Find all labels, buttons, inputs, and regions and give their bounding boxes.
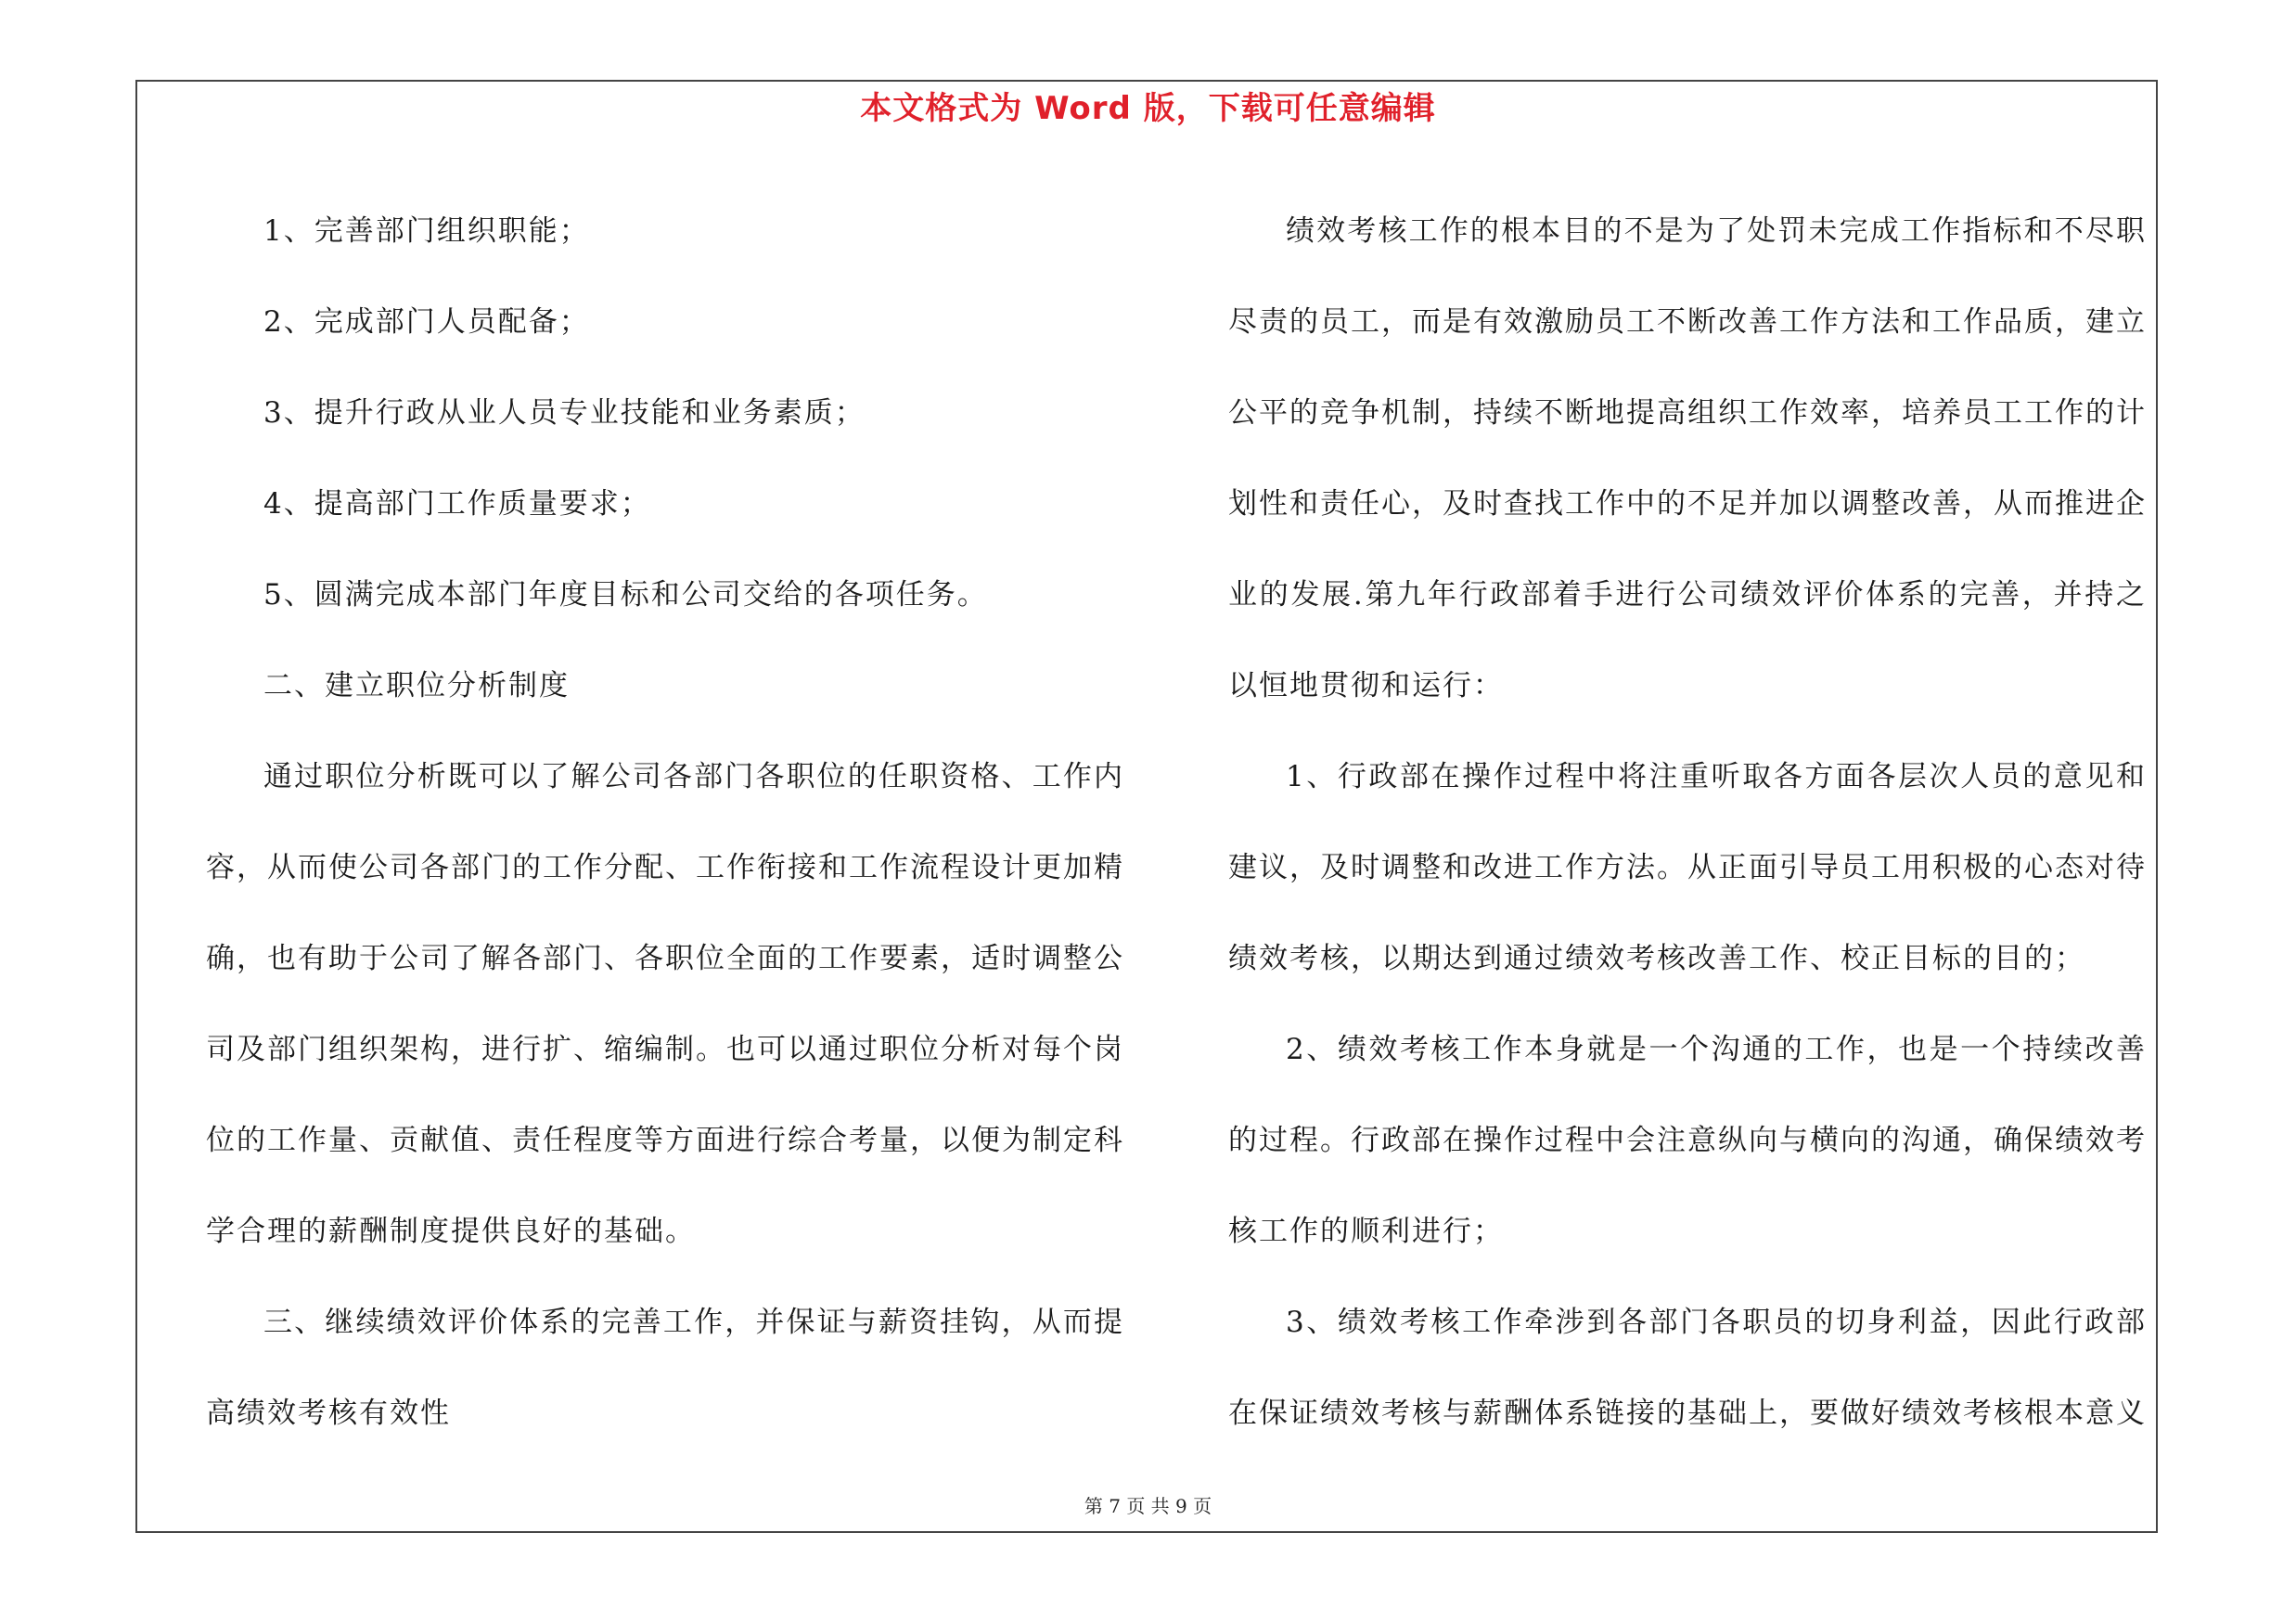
job-analysis-paragraph: 通过职位分析既可以了解公司各部门各职位的任职资格、工作内容，从而使公司各部门的工作分配、工作衔接和工作流程设计更加精确，也有助于公司了解各部门、各职位全面的工作要素，适时调整公司及部门组织架构，进行扩、缩编制。也可以通过职位分析对每个岗位的工作量、贡献值、责任程度等方面进行综合考量，以便为制定科学合理的薪酬制度提供良好的基础。 (206, 760, 1124, 1248)
list-item-3: 3、提升行政从业人员专业技能和业务素质； (263, 396, 866, 430)
performance-point-3: 3、绩效考核工作牵涉到各部门各职员的切身利益，因此行政部在保证绩效考核与薪酬体系链接的基础上，要做好绩效考核根本意义 (1228, 1306, 2147, 1430)
list-item-4: 4、提高部门工作质量要求； (263, 487, 651, 521)
list-item-1: 1、完善部门组织职能； (263, 214, 590, 248)
performance-purpose-paragraph: 绩效考核工作的根本目的不是为了处罚未完成工作指标和不尽职尽责的员工，而是有效激励员工不断改善工作方法和工作品质，建立公平的竞争机制，持续不断地提高组织工作效率，培养员工工作的计划性和责任心，及时查找工作中的不足并加以调整改善，从而推进企业的发展.第九年行政部着手进行公司绩效评价体系的完善，并持之以恒地贯彻和运行： (1228, 214, 2147, 702)
performance-point-2: 2、绩效考核工作本身就是一个沟通的工作，也是一个持续改善的过程。行政部在操作过程中会注意纵向与横向的沟通，确保绩效考核工作的顺利进行； (1228, 1033, 2147, 1248)
left-text-column (206, 186, 1124, 1459)
right-text-column (1228, 186, 2147, 1459)
list-item-2: 2、完成部门人员配备； (263, 305, 590, 339)
list-item-5: 5、圆满完成本部门年度目标和公司交给的各项任务。 (263, 578, 988, 612)
download-notice-banner: 本文格式为 Word 版，下载可任意编辑 (860, 90, 1436, 127)
performance-point-1: 1、行政部在操作过程中将注重听取各方面各层次人员的意见和建议，及时调整和改进工作方法。从正面引导员工用积极的心态对待绩效考核，以期达到通过绩效考核改善工作、校正目标的目的； (1228, 760, 2147, 975)
page-number-footer: 第 7 页 共 9 页 (1084, 1495, 1212, 1517)
section-heading-2: 二、建立职位分析制度 (263, 669, 570, 702)
section-heading-3: 三、继续绩效评价体系的完善工作，并保证与薪资挂钩，从而提高绩效考核有效性 (206, 1306, 1124, 1430)
